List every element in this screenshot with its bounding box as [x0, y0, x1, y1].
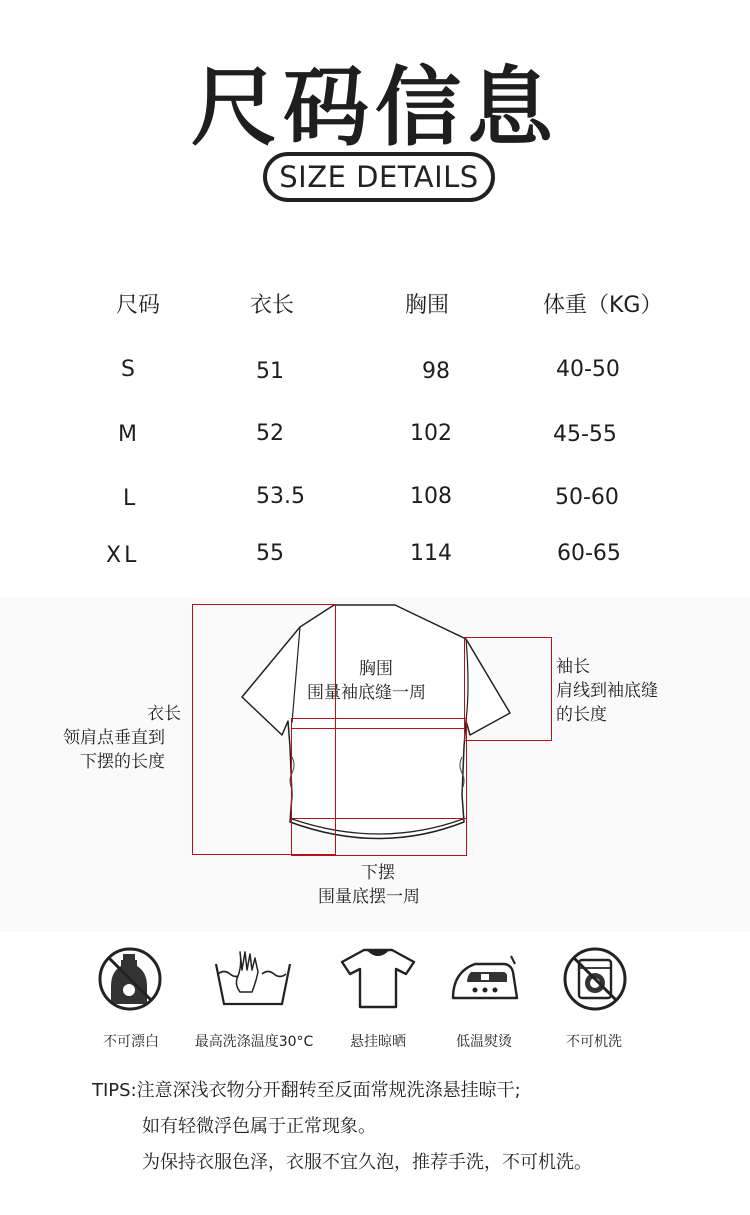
table-cell: 40-50 — [556, 357, 620, 382]
hem-measure-box — [291, 818, 467, 856]
table-cell: 114 — [410, 541, 452, 566]
sleeve-description: 肩线到袖底缝 — [556, 681, 658, 701]
table-cell: 53.5 — [256, 484, 305, 509]
table-cell: M — [118, 422, 137, 447]
chest-measure-line — [291, 728, 465, 729]
column-header-length: 衣长 — [250, 293, 295, 318]
table-cell: S — [121, 357, 135, 382]
table-cell: 45-55 — [553, 422, 617, 447]
care-label-wash-temp: 最高洗涤温度30°C — [194, 1034, 314, 1050]
no-bleach-icon — [97, 946, 163, 1012]
length-label: 衣长 — [147, 704, 181, 724]
hem-description: 围量底摆一周 — [318, 887, 420, 907]
chest-label: 胸围 — [359, 659, 393, 679]
table-cell: 102 — [410, 421, 452, 446]
care-label-no-bleach: 不可漂白 — [103, 1034, 159, 1050]
care-label-hang-dry: 悬挂晾晒 — [350, 1034, 406, 1050]
column-header-weight: 体重（KG） — [543, 293, 663, 318]
table-cell: L — [123, 486, 136, 511]
sleeve-label: 袖长 — [556, 657, 590, 677]
sleeve-measure-box — [464, 637, 552, 741]
care-label-low-iron: 低温熨烫 — [456, 1034, 512, 1050]
page-subtitle: SIZE DETAILS — [279, 160, 479, 194]
tips-line: TIPS:注意深浅衣物分开翻转至反面常规洗涤悬挂晾干; — [92, 1080, 521, 1101]
no-machine-wash-icon — [562, 946, 628, 1012]
table-cell: 51 — [256, 359, 284, 384]
hang-dry-icon — [336, 946, 420, 1012]
tips-line: 为保持衣服色泽，衣服不宜久泡，推荐手洗，不可机洗。 — [142, 1152, 592, 1173]
table-cell: 52 — [256, 421, 284, 446]
tips-line: 如有轻微浮色属于正常现象。 — [142, 1116, 376, 1137]
table-cell: 98 — [422, 359, 450, 384]
table-cell: 60-65 — [557, 541, 621, 566]
table-cell: 50-60 — [555, 485, 619, 510]
sleeve-description: 的长度 — [556, 705, 607, 725]
care-label-no-machine-wash: 不可机洗 — [566, 1034, 622, 1050]
table-cell: 55 — [256, 541, 284, 566]
hem-label: 下摆 — [361, 863, 395, 883]
chest-description: 围量袖底缝一周 — [307, 683, 426, 703]
length-description: 下摆的长度 — [80, 752, 165, 772]
table-cell: XL — [106, 543, 140, 568]
table-cell: 108 — [410, 484, 452, 509]
length-description: 领肩点垂直到 — [63, 728, 165, 748]
low-iron-icon — [445, 950, 523, 1008]
hand-wash-30-icon — [210, 946, 296, 1012]
column-header-chest: 胸围 — [405, 293, 450, 318]
page-title: 尺码信息 — [191, 58, 559, 158]
column-header-size: 尺码 — [116, 293, 161, 318]
